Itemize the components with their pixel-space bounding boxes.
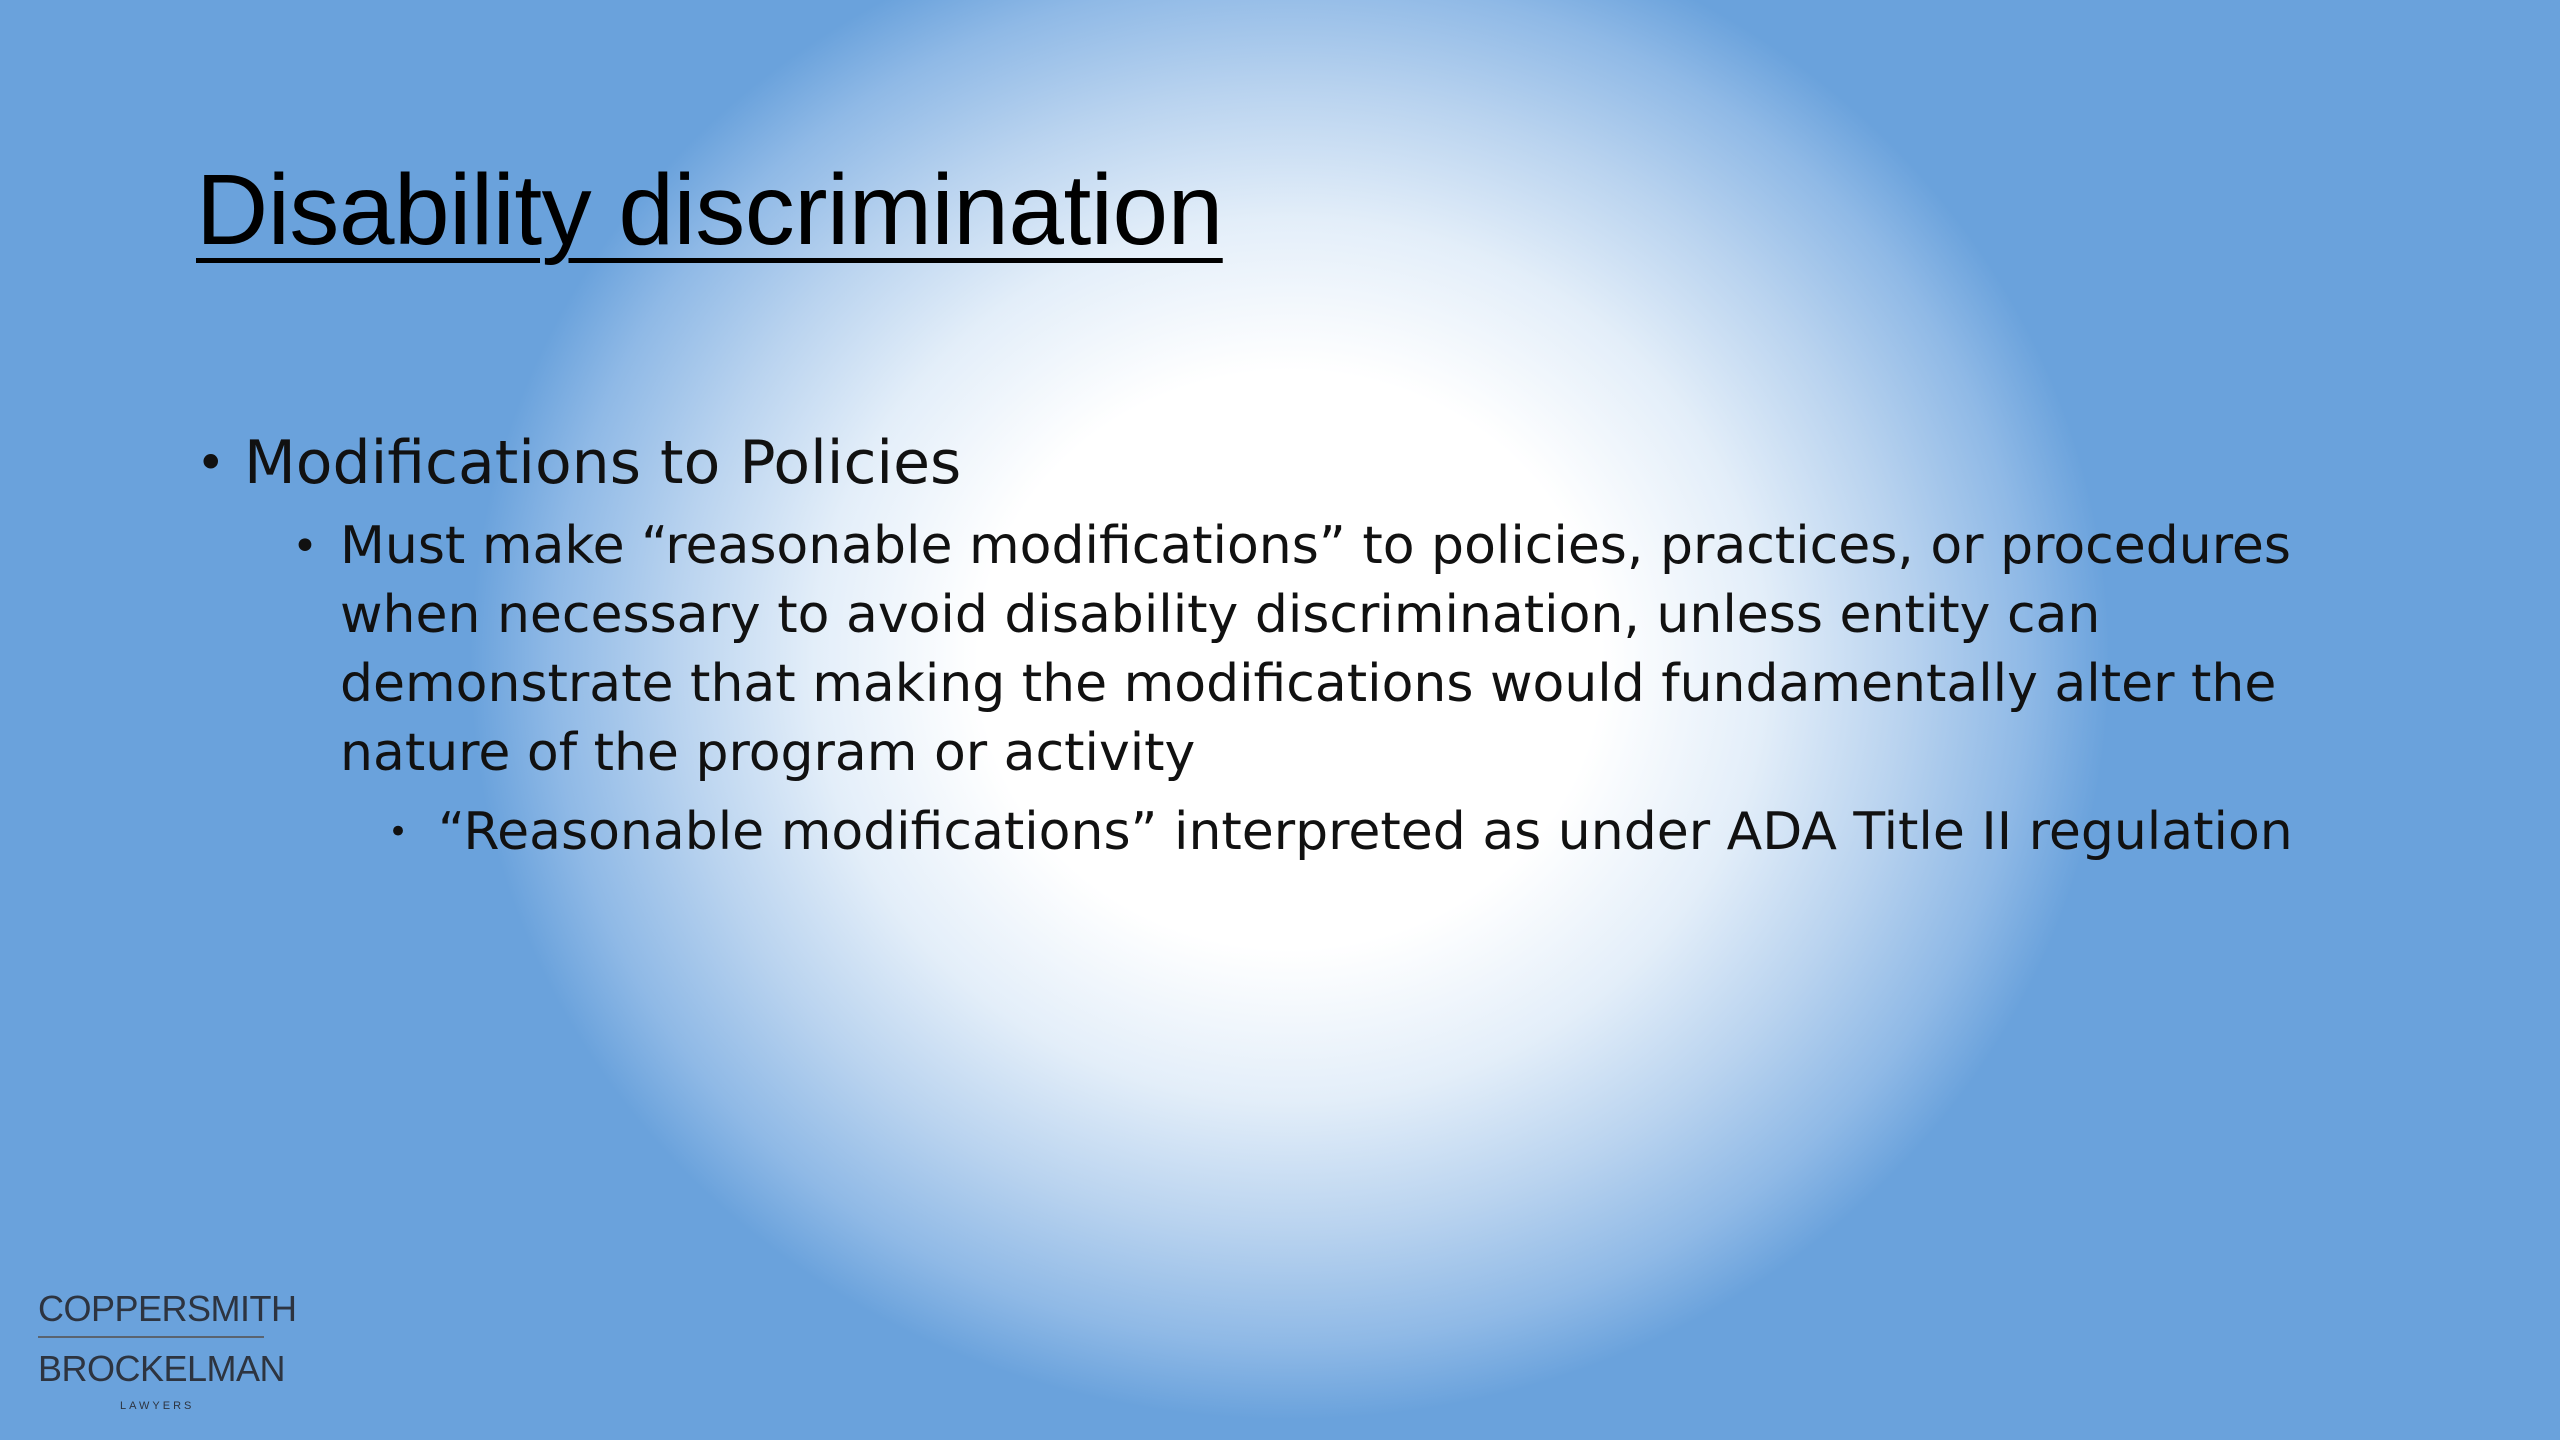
bullet-text: Must make “reasonable modifications” to policies, practices, or procedures when necessary to avoid disability discrimination, unless entity can demonstrate that making the modifications would fundamentally alter the nature of the program or activity [340,516,2292,783]
slide-title: Disability discrimination [196,154,1223,266]
bullet-list [196,420,2316,867]
logo-line-1: COPPERSMITH [38,1288,297,1329]
logo-divider [38,1336,264,1338]
bullet-dot-icon: • [388,812,409,852]
bullet-item-level-2 [292,512,2340,788]
logo-line-2: BROCKELMAN [38,1348,286,1389]
firm-logo [38,1288,297,1412]
bullet-dot-icon: • [292,521,318,572]
logo-tagline: LAWYERS [120,1400,195,1412]
bullet-text: Modifications to Policies [244,428,962,498]
bullet-item-level-3 [388,798,2316,867]
bullet-text: “Reasonable modifications” interpreted as under ADA Title II regulation [438,802,2293,862]
bullet-item-level-1 [196,420,2316,506]
bullet-dot-icon: • [196,434,226,492]
